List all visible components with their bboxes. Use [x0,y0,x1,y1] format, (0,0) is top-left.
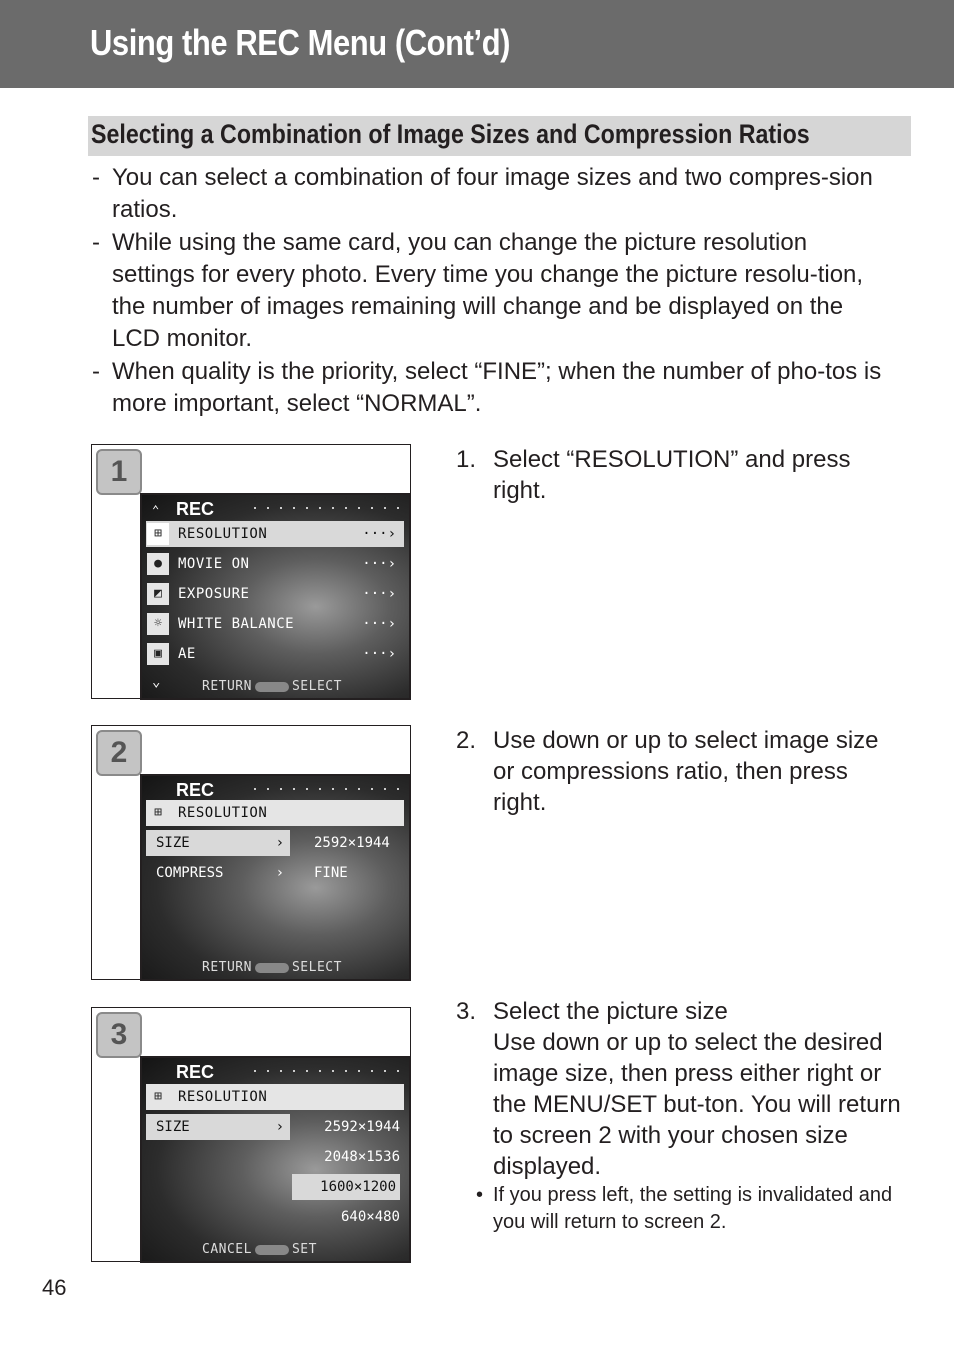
step-3 [456,996,906,1236]
step-badge: 2 [96,730,142,776]
resolution-icon: ⊞ [147,1086,169,1108]
left-right-arrows-icon [255,682,289,692]
step-title: Select the picture size [493,998,728,1025]
chevron-right-icon: ···› [362,616,396,632]
left-right-arrows-icon [255,963,289,973]
lcd-screen [140,774,411,981]
screenshot-3 [91,1007,411,1262]
step-text: Use down or up to select image size or compressions ratio, then press right. [493,727,879,816]
size-label: SIZE [156,835,190,851]
footer-left-label: RETURN [202,679,252,694]
chevron-right-icon: ···› [362,526,396,542]
intro-item [92,162,892,227]
intro-item [92,227,892,356]
dots-divider [254,507,400,509]
page-number: 46 [42,1275,67,1300]
step-badge: 1 [96,449,142,495]
footer-right-label: SET [291,1242,317,1257]
menu-item-label: AE [178,646,196,662]
resolution-header-label: RESOLUTION [178,805,268,821]
menu-item-white-balance[interactable] [146,611,404,637]
menu-item-label: WHITE BALANCE [178,616,295,632]
size-option-label: 1600×1200 [320,1179,396,1195]
section-title: Selecting a Combination of Image Sizes and Compression Ratios [91,119,810,149]
menu-item-ae[interactable] [146,641,404,667]
compress-label: COMPRESS [156,865,224,881]
footer-right-label: SELECT [291,679,342,694]
intro-text: You can select a combination of four image sizes and two compres-sion ratios. [112,164,873,224]
footer-left-label: CANCEL [202,1242,252,1257]
intro-item [92,356,892,421]
size-option[interactable] [292,1204,400,1230]
resolution-header [146,1084,404,1110]
resolution-icon: ⊞ [147,523,169,545]
compress-value: FINE [314,865,348,881]
size-value: 2592×1944 [314,835,390,851]
chevron-down-icon: ⌄ [152,674,161,690]
lcd-footer [202,1242,317,1257]
resolution-header [146,800,404,826]
step-text: Select “RESOLUTION” and press right. [493,446,851,504]
chevron-right-icon: › [275,835,284,851]
footer-left-label: RETURN [202,960,252,975]
menu-item-resolution[interactable] [146,521,404,547]
resolution-icon: ⊞ [147,802,169,824]
step-number: 1. [456,446,477,473]
step-number: 3. [456,998,477,1025]
menu-item-size[interactable] [146,830,290,856]
step-note-text: If you press left, the setting is invalidated and you will return to screen 2. [493,1184,893,1233]
step-note [476,1182,906,1236]
rec-label: REC [176,499,215,519]
page-title: Using the REC Menu (Cont’d) [90,22,511,63]
screenshot-1 [91,444,411,699]
exposure-icon: ◩ [147,583,169,605]
size-option-label: 640×480 [340,1209,400,1225]
page-header [0,0,954,88]
intro-dash: - [92,357,100,385]
section-bar [88,116,911,156]
chevron-right-icon: ···› [362,556,396,572]
chevron-right-icon: ···› [362,586,396,602]
size-option-label: 2048×1536 [324,1149,400,1165]
footer-right-label: SELECT [291,960,342,975]
menu-item-movie-on[interactable] [146,551,404,577]
ae-icon: ▣ [147,643,169,665]
intro-dash: - [92,228,100,256]
menu-item-label: RESOLUTION [178,526,268,542]
step-text: Use down or up to select the desired image size, then press either right or the MENU/SET but-ton. You will return to screen 2 with your chosen size displayed. [493,1029,901,1180]
white-balance-icon: ☼ [147,613,169,635]
size-option[interactable] [292,1114,400,1140]
intro-list [92,162,892,420]
chevron-up-icon: ⌃ [152,503,160,517]
step-badge: 3 [96,1012,142,1058]
menu-item-compress[interactable] [146,860,290,886]
chevron-right-icon: › [275,1119,284,1135]
bullet-icon: • [476,1184,484,1206]
step-1 [456,444,906,506]
step-number: 2. [456,727,477,754]
intro-dash: - [92,164,100,191]
chevron-right-icon: › [275,865,284,881]
resolution-header-label: RESOLUTION [178,1089,268,1105]
step-2 [456,725,906,818]
intro-text: When quality is the priority, select “FINE”; when the number of pho-tos is more important, select “NORMAL”. [112,357,882,418]
size-label: SIZE [156,1119,190,1135]
menu-item-size[interactable] [146,1114,290,1140]
screenshot-2 [91,725,411,980]
rec-label: REC [176,1062,215,1082]
lcd-screen [140,1056,411,1263]
lcd-screen [140,493,411,700]
menu-item-label: MOVIE ON [178,556,250,572]
dots-divider [254,788,400,790]
menu-item-exposure[interactable] [146,581,404,607]
rec-label: REC [176,780,215,800]
intro-text: While using the same card, you can change the picture resolution settings for every photo. Every time you change the picture resolu-tion, the number of images remaining will change and be displayed on the LCD monitor. [112,228,864,353]
size-option-selected[interactable] [292,1174,400,1200]
size-option-label: 2592×1944 [324,1119,400,1135]
lcd-footer [202,960,342,975]
size-option[interactable] [292,1144,400,1170]
menu-item-label: EXPOSURE [178,586,250,602]
left-right-arrows-icon [255,1245,289,1255]
lcd-footer [202,679,342,694]
dots-divider [254,1070,400,1072]
chevron-right-icon: ···› [362,646,396,662]
movie-camera-icon: ● [147,553,169,575]
